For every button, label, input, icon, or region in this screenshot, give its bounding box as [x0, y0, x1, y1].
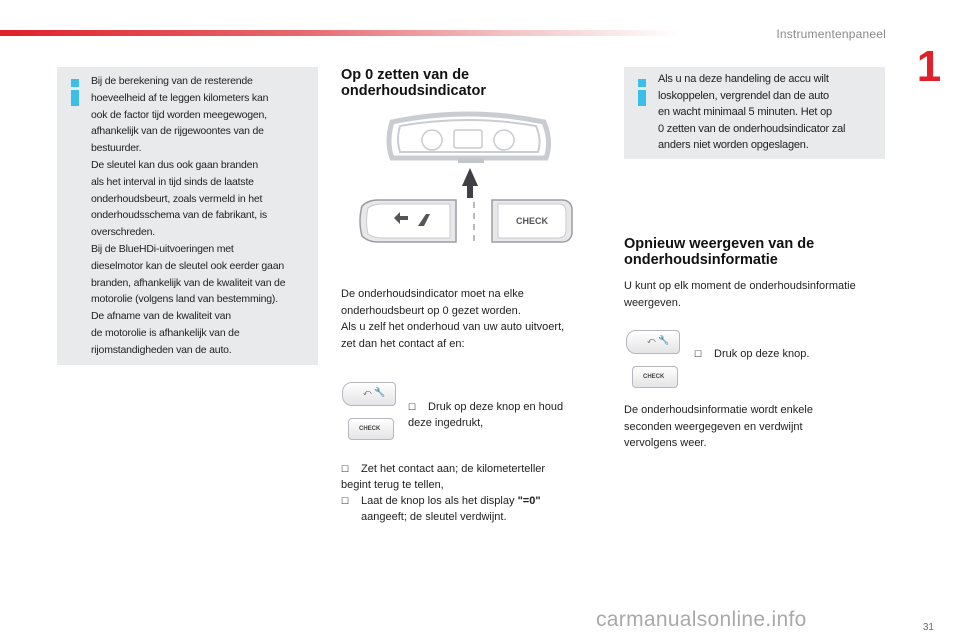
small-buttons-reset	[342, 378, 402, 440]
panel-button-highlight	[458, 158, 484, 163]
instrument-panel-figure	[348, 108, 578, 248]
small-buttons-redisplay	[626, 328, 686, 390]
redisplay-step-1: ☐ Druk op deze knop.	[694, 348, 810, 360]
redisplay-outro: De onderhoudsinformatie wordt enkele seconden weergegeven en verdwijnt vervolgens weer.	[624, 404, 813, 449]
reset-button[interactable]	[342, 382, 396, 406]
header-accent-bar	[0, 30, 680, 36]
check-button-label: CHECK	[359, 426, 381, 432]
display-value: "=0"	[517, 495, 541, 507]
panel-buttons-figure	[360, 200, 572, 242]
reset-button[interactable]	[626, 330, 680, 354]
reset-step-2: ☐ Zet het contact aan; de kilometerteller begint terug te tellen,	[341, 463, 546, 491]
redisplay-heading: Opnieuw weergeven van de onderhoudsinformatie	[624, 236, 815, 268]
watermark: carmanualsonline.info	[596, 608, 807, 631]
reset-arrow-icon: ⤺	[647, 336, 656, 345]
bullet-icon: ☐	[341, 496, 350, 506]
redisplay-intro: U kunt op elk moment de onderhoudsinformatie weergeven.	[624, 280, 856, 309]
info-icon-dot	[71, 79, 79, 87]
info-icon	[638, 79, 646, 106]
instrument-cluster-outline	[389, 114, 549, 158]
info-note-left	[57, 67, 318, 365]
wrench-icon: 🔧	[658, 335, 670, 345]
check-button[interactable]	[348, 418, 394, 440]
reset-step-3: ☐ Laat de knop los als het display "=0" aangeeft; de sleutel verdwijnt.	[341, 495, 541, 523]
check-button-label: CHECK	[643, 374, 665, 380]
chapter-number: 1	[916, 42, 942, 91]
info-note-right	[624, 67, 885, 159]
info-icon-bar	[638, 90, 646, 106]
reset-arrow-icon: ⤺	[363, 388, 372, 397]
pointer-arrow	[462, 168, 478, 198]
check-button-label: CHECK	[515, 216, 549, 226]
check-button[interactable]	[632, 366, 678, 388]
bullet-icon: ☐	[341, 464, 350, 474]
reset-heading: Op 0 zetten van de onderhoudsindicator	[341, 67, 486, 99]
bullet-icon: ☐	[408, 402, 417, 412]
page-number: 31	[922, 622, 934, 633]
info-note-left-text: Bij de berekening van de resterende hoeveelheid af te leggen kilometers kan ook de factor tijd worden meegewogen, afhankelijk van de rijgewoontes van de bestuurder. De sleutel kan dus ook gaan branden als het interval in tijd sinds de laatste onderhoudsbeurt, zoals vermeld in het onderhoudsschema van de fabrikant, is overschreden. Bij de BlueHDi-uitvoeringen met dieselmotor kan de sleutel ook eerder gaan branden, afhankelijk van de kwaliteit van de motorolie (volgens land van bestemming). De afname van de kwaliteit van de motorolie is afhankelijk van de rijomstandigheden van de auto.	[91, 75, 286, 356]
info-icon	[71, 79, 79, 106]
info-icon-dot	[638, 79, 646, 87]
section-title: Instrumentenpaneel	[776, 27, 886, 41]
reset-intro: De onderhoudsindicator moet na elke onderhoudsbeurt op 0 gezet worden. Als u zelf het onderhoud van uw auto uitvoert, zet dan het contact af en:	[341, 288, 565, 350]
info-icon-bar	[71, 90, 79, 106]
wrench-icon: 🔧	[374, 387, 386, 397]
bullet-icon: ☐	[694, 349, 703, 359]
reset-step-1: ☐ Druk op deze knop en houd deze ingedrukt,	[408, 401, 564, 429]
info-note-right-text: Als u na deze handeling de accu wilt loskoppelen, vergrendel dan de auto en wacht minimaal 5 minuten. Het op 0 zetten van de onderhoudsindicator zal anders niet worden opgeslagen.	[658, 73, 846, 151]
